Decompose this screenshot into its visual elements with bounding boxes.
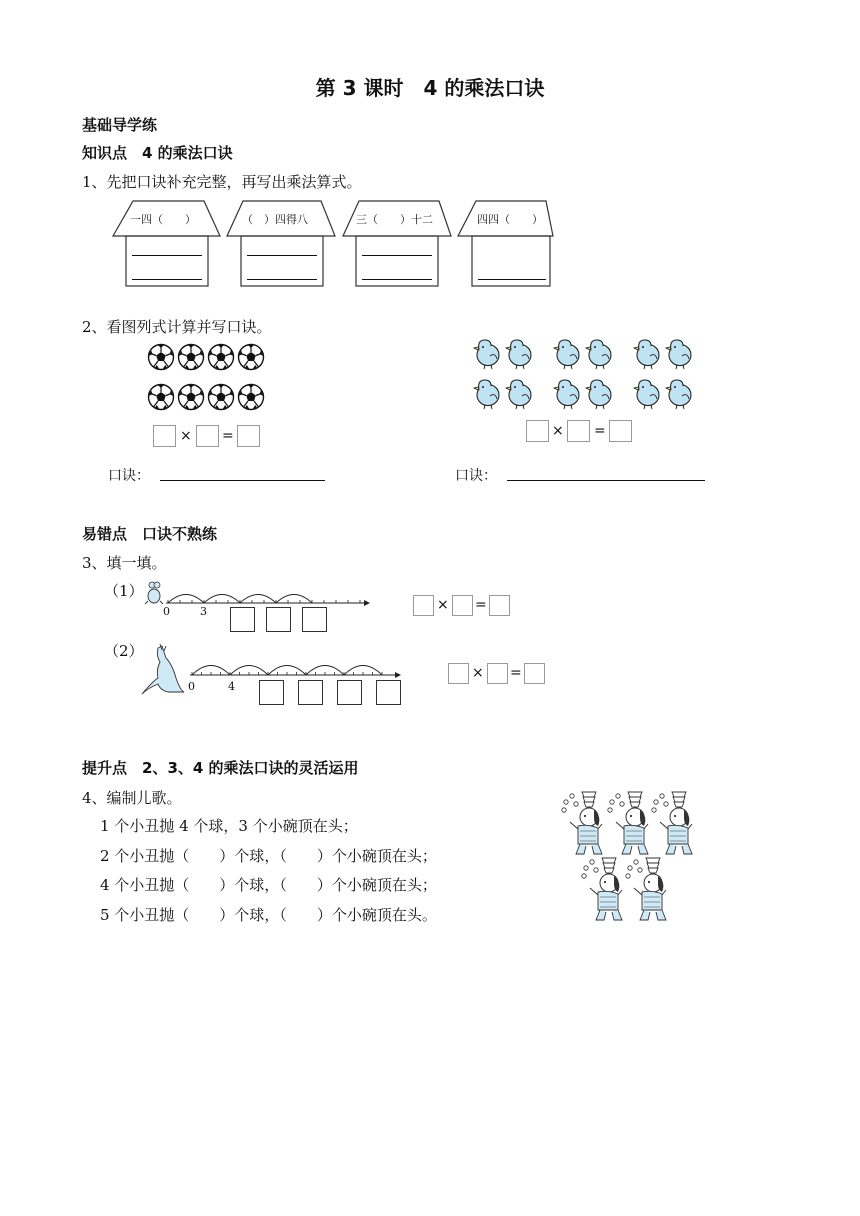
q3-part-1-factor-1-box[interactable]	[413, 595, 434, 616]
song-line-1: 1 个小丑抛 4 个球，3 个小碗顶在头；	[100, 817, 358, 835]
q3-part-1-factor-2-box[interactable]	[452, 595, 473, 616]
house-4-rhyme: 四四（ ）	[477, 213, 543, 226]
q2-left-equals-sign: =	[222, 428, 234, 444]
q2-left-rhyme-label: 口诀：	[108, 468, 150, 484]
q3-part-1-times-sign: ×	[437, 597, 449, 613]
q3-part-2-tick-0: 0	[188, 680, 195, 693]
house-2-rhyme: （ ）四得八	[242, 213, 308, 226]
q2-left-product-box[interactable]	[237, 425, 260, 447]
question-2-prompt: 2、看图列式计算并写口诀。	[82, 318, 272, 336]
song-line-3: 4 个小丑抛（ ）个球，（ ）个小碗顶在头；	[100, 876, 437, 894]
q3-part-2-jump-box-1[interactable]	[259, 680, 284, 705]
q3-part-2-product-box[interactable]	[524, 663, 545, 684]
house-2-answer-line-1[interactable]	[247, 255, 317, 256]
q3-part-2-factor-2-box[interactable]	[487, 663, 508, 684]
house-1-answer-line-1[interactable]	[132, 255, 202, 256]
house-3-rhyme: 三（ ）十二	[356, 213, 433, 226]
q3-part-2-jump-box-3[interactable]	[337, 680, 362, 705]
house-2-answer-line-2[interactable]	[247, 279, 317, 280]
q2-right-rhyme-answer-line[interactable]	[507, 480, 705, 481]
q2-left-factor-1-box[interactable]	[153, 425, 176, 447]
topic-heading-mistakes: 易错点 口诀不熟练	[82, 525, 218, 543]
q3-part-1-jump-box-1[interactable]	[230, 607, 255, 632]
q3-part-2-label: （2）	[104, 642, 144, 660]
song-line-2: 2 个小丑抛（ ）个球，（ ）个小碗顶在头；	[100, 847, 437, 865]
q3-part-2-tick-4: 4	[228, 680, 235, 693]
q3-part-2-times-sign: ×	[472, 665, 484, 681]
q3-part-1-tick-0: 0	[163, 605, 170, 618]
house-4-answer-line[interactable]	[478, 279, 546, 280]
q3-part-1-jump-box-2[interactable]	[266, 607, 291, 632]
house-1-rhyme: 一四（ ）	[130, 213, 196, 226]
frog-icon	[145, 582, 163, 604]
q2-right-rhyme-label: 口诀：	[455, 468, 497, 484]
house-3-answer-line-1[interactable]	[362, 255, 432, 256]
q3-part-1-tick-3: 3	[200, 605, 207, 618]
q3-part-2-jump-box-4[interactable]	[376, 680, 401, 705]
q2-right-factor-1-box[interactable]	[526, 420, 549, 442]
question-1-prompt: 1、先把口诀补充完整，再写出乘法算式。	[82, 173, 362, 191]
q2-right-product-box[interactable]	[609, 420, 632, 442]
soccer-balls-picture	[146, 342, 270, 412]
page-title: 第 3 课时 4 的乘法口诀	[315, 76, 545, 100]
q3-part-1-jump-box-3[interactable]	[302, 607, 327, 632]
clowns-picture	[556, 788, 696, 924]
q2-left-times-sign: ×	[180, 428, 192, 444]
q2-left-factor-2-box[interactable]	[196, 425, 219, 447]
house-1-answer-line-2[interactable]	[132, 279, 202, 280]
q2-right-factor-2-box[interactable]	[567, 420, 590, 442]
chicks-picture	[472, 336, 700, 412]
section-heading-basic: 基础导学练	[82, 116, 158, 134]
q3-part-2-equals-sign: =	[510, 665, 522, 681]
question-4-prompt: 4、编制儿歌。	[82, 789, 182, 807]
song-line-4: 5 个小丑抛（ ）个球，（ ）个小碗顶在头。	[100, 906, 437, 924]
house-3-answer-line-2[interactable]	[362, 279, 432, 280]
q2-left-rhyme-answer-line[interactable]	[160, 480, 325, 481]
topic-heading-flexible-use: 提升点 2、3、4 的乘法口诀的灵活运用	[82, 759, 359, 777]
q3-part-1-product-box[interactable]	[489, 595, 510, 616]
q3-part-1-label: （1）	[104, 582, 144, 600]
q3-part-2-factor-1-box[interactable]	[448, 663, 469, 684]
kangaroo-icon	[142, 644, 184, 694]
topic-heading-4-times: 知识点 4 的乘法口诀	[82, 144, 233, 162]
q3-part-2-jump-box-2[interactable]	[298, 680, 323, 705]
question-3-prompt: 3、填一填。	[82, 554, 167, 572]
q3-part-1-equals-sign: =	[475, 597, 487, 613]
q2-right-times-sign: ×	[552, 423, 564, 439]
q3-part-1-number-line	[140, 576, 372, 612]
q2-right-equals-sign: =	[594, 423, 606, 439]
